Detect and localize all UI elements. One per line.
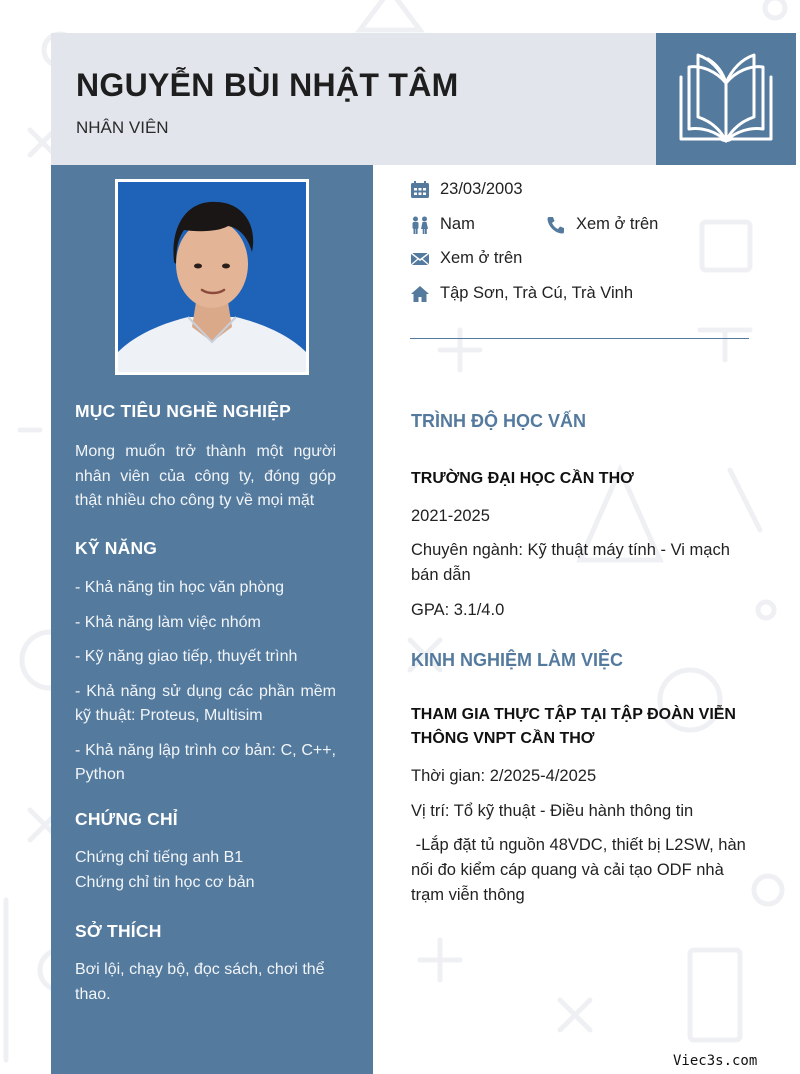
address-value: Tập Sơn, Trà Cú, Trà Vinh — [440, 284, 634, 302]
certificate-item: Chứng chỉ tiếng anh B1 — [75, 849, 244, 866]
education-years: 2021-2025 — [411, 507, 490, 525]
experience-description: -Lắp đặt tủ nguồn 48VDC, thiết bị L2SW, hàn nối đo kiểm cáp quang và cải tạo ODF nhà trạm viễn thông — [411, 836, 751, 904]
education-school: TRƯỜNG ĐẠI HỌC CẦN THƠ — [411, 470, 634, 487]
address-row — [410, 284, 633, 303]
hobbies-section — [75, 921, 336, 1007]
experience-title: KINH NGHIỆM LÀM VIỆC — [411, 650, 624, 670]
candidate-name: NGUYỄN BÙI NHẬT TÂM — [76, 67, 459, 103]
birthday-row — [410, 180, 523, 199]
skill-item: - Khả năng làm việc nhóm — [75, 613, 261, 631]
open-book-icon — [656, 33, 796, 165]
hobbies-title: SỞ THÍCH — [75, 921, 162, 941]
birthday-value: 23/03/2003 — [440, 180, 523, 198]
gender-value: Nam — [440, 215, 475, 233]
footer-watermark: Viec3s.com — [673, 1053, 758, 1069]
gender-row — [410, 215, 475, 234]
profile-photo — [115, 179, 309, 375]
mail-icon — [410, 250, 430, 268]
hobbies-text: Bơi lội, chạy bộ, đọc sách, chơi thể thao. — [75, 961, 325, 1003]
phone-value: Xem ở trên — [576, 215, 659, 233]
certificates-title: CHỨNG CHỈ — [75, 809, 178, 829]
education-major: Chuyên ngành: Kỹ thuật máy tính - Vi mạch bán dẫn — [411, 541, 730, 584]
gender-icon — [410, 216, 430, 234]
email-row — [410, 249, 522, 268]
contact-divider — [410, 338, 749, 339]
job-title: NHÂN VIÊN — [76, 118, 169, 137]
calendar-icon — [410, 181, 430, 199]
experience-time: Thời gian: 2/2025-4/2025 — [411, 767, 597, 785]
experience-position: Vị trí: Tổ kỹ thuật - Điều hành thông tin — [411, 802, 694, 820]
skills-title: KỸ NĂNG — [75, 538, 158, 558]
education-title: TRÌNH ĐỘ HỌC VẤN — [411, 411, 586, 431]
skill-item: - Khả năng tin học văn phòng — [75, 579, 285, 596]
experience-company: THAM GIA THỰC TẬP TẠI TẬP ĐOÀN VIỄN THÔNG VNPT CẦN THƠ — [411, 706, 736, 747]
education-gpa: GPA: 3.1/4.0 — [411, 601, 505, 619]
header — [51, 33, 656, 165]
skills-section — [75, 538, 336, 788]
phone-icon — [546, 216, 566, 234]
phone-row — [546, 215, 658, 234]
certificate-item: Chứng chỉ tin học cơ bản — [75, 873, 255, 891]
certificates-section — [75, 809, 336, 895]
objective-section — [75, 401, 336, 514]
objective-title: MỤC TIÊU NGHỀ NGHIỆP — [75, 401, 291, 421]
header-logo — [656, 33, 796, 165]
skill-item: - Khả năng sử dụng các phần mềm kỹ thuật: Proteus, Multisim — [75, 682, 336, 724]
skill-item: - Kỹ năng giao tiếp, thuyết trình — [75, 648, 298, 665]
portrait-image — [118, 182, 306, 372]
email-value: Xem ở trên — [440, 249, 523, 267]
home-icon — [410, 285, 430, 303]
skill-item: - Khả năng lập trình cơ bản: C, C++, Python — [75, 741, 336, 783]
sidebar — [51, 165, 373, 1074]
objective-text: Mong muốn trở thành một người nhân viên của công ty, đóng góp thật nhiều cho công ty về mọi mặt — [75, 443, 336, 509]
